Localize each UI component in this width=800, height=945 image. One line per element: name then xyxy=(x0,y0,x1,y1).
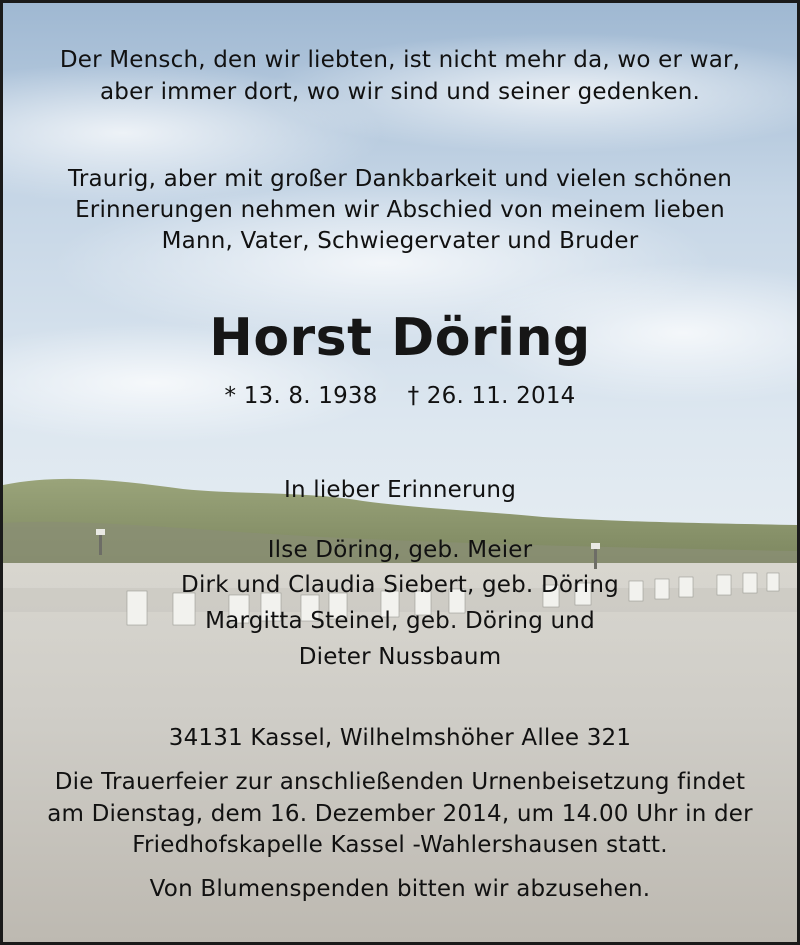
death-date: † 26. 11. 2014 xyxy=(407,383,576,409)
ceremony-line-2: am Dienstag, dem 16. Dezember 2014, um 14.00 Uhr in der xyxy=(47,801,753,827)
mourner-line-2: Dirk und Claudia Siebert, geb. Döring xyxy=(181,572,619,598)
quote-line-2: aber immer dort, wo wir sind und seiner gedenken. xyxy=(99,79,701,105)
intro-line-1: Traurig, aber mit großer Dankbarkeit und vielen schönen xyxy=(67,166,733,192)
quote-line-1: Der Mensch, den wir liebten, ist nicht mehr da, wo er war, xyxy=(59,47,741,73)
intro-line-3: Mann, Vater, Schwiegervater und Bruder xyxy=(161,228,639,254)
memory-heading: In lieber Erinnerung xyxy=(283,477,516,503)
flowers-note: Von Blumenspenden bitten wir abzusehen. xyxy=(149,876,651,902)
mourner-line-1: Ilse Döring, geb. Meier xyxy=(267,537,533,563)
mourner-line-4: Dieter Nussbaum xyxy=(298,644,502,670)
ceremony-line-3: Friedhofskapelle Kassel -Wahlershausen statt. xyxy=(132,832,668,858)
life-dates xyxy=(3,383,797,409)
mourner-line-3: Margitta Steinel, geb. Döring und xyxy=(205,608,595,634)
intro-line-2: Erinnerungen nehmen wir Abschied von meinem lieben xyxy=(75,197,725,223)
birth-date: * 13. 8. 1938 xyxy=(224,383,378,409)
ceremony-line-1: Die Trauerfeier zur anschließenden Urnenbeisetzung findet xyxy=(54,769,746,795)
deceased-name: Horst Döring xyxy=(209,308,591,368)
address: 34131 Kassel, Wilhelmshöher Allee 321 xyxy=(168,725,632,751)
